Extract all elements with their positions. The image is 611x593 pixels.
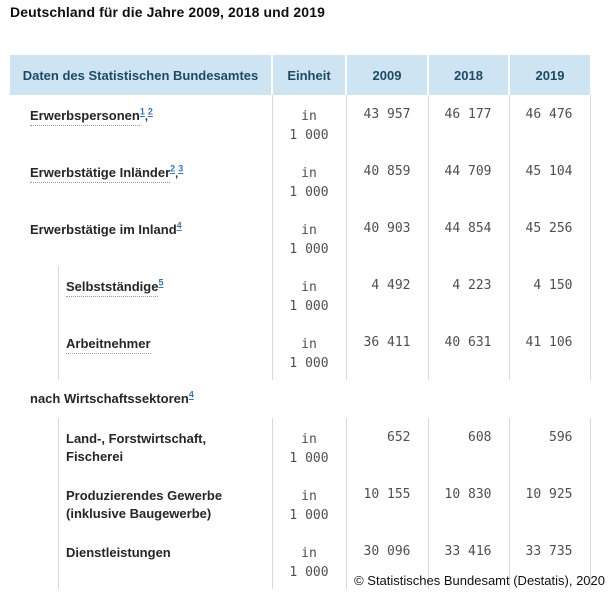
value-cell-2019: 596 bbox=[509, 418, 590, 475]
table-row bbox=[10, 209, 590, 266]
value-cell-2009: 652 bbox=[346, 418, 428, 475]
row-label: nach Wirtschaftssektoren bbox=[30, 391, 189, 406]
row-label: Dienstleistungen bbox=[66, 545, 171, 560]
footnote-separator: , bbox=[175, 168, 179, 180]
value-cell-2018: 40 631 bbox=[428, 323, 509, 380]
unit-cell: in 1 000 bbox=[272, 209, 346, 266]
footnote-link[interactable]: 2 bbox=[170, 163, 176, 174]
footnote-link[interactable]: 2 bbox=[147, 106, 153, 117]
value-cell-2018: 608 bbox=[428, 418, 509, 475]
table-container bbox=[10, 55, 591, 580]
unit-cell: in 1 000 bbox=[272, 95, 346, 152]
label-cell bbox=[10, 532, 272, 589]
table-header-row bbox=[10, 55, 590, 95]
unit-cell: in 1 000 bbox=[272, 323, 346, 380]
label-cell bbox=[10, 266, 272, 323]
section-row bbox=[10, 380, 590, 418]
row-label: Produzierendes Gewerbe bbox=[66, 488, 223, 503]
value-cell-2009: 40 859 bbox=[346, 152, 428, 209]
table-row bbox=[10, 475, 590, 532]
footnote-link[interactable]: 5 bbox=[158, 277, 164, 288]
definition-term[interactable]: Erwerbspersonen bbox=[30, 108, 140, 126]
table-row bbox=[10, 323, 590, 380]
row-label: Land-, Forstwirtschaft, bbox=[66, 431, 207, 446]
value-cell-2019: 41 106 bbox=[509, 323, 590, 380]
definition-term[interactable]: Selbstständige bbox=[66, 279, 158, 297]
column-header-daten: Daten des Statistischen Bundesamtes bbox=[10, 55, 272, 95]
section-header-cell bbox=[10, 380, 590, 418]
unit-cell: in 1 000 bbox=[272, 475, 346, 532]
table-row bbox=[10, 152, 590, 209]
footnote-link[interactable]: 4 bbox=[188, 389, 194, 400]
definition-term[interactable]: Arbeitnehmer bbox=[66, 336, 151, 354]
value-cell-2019: 4 150 bbox=[509, 266, 590, 323]
row-label: Fischerei bbox=[66, 449, 124, 464]
unit-cell: in 1 000 bbox=[272, 266, 346, 323]
row-label: Erwerbstätige im Inland bbox=[30, 222, 177, 237]
row-label: (inklusive Baugewerbe) bbox=[66, 506, 212, 521]
value-cell-2019: 45 104 bbox=[509, 152, 590, 209]
value-cell-2018: 10 830 bbox=[428, 475, 509, 532]
copyright: © Statistisches Bundesamt (Destatis), 2020 bbox=[354, 573, 605, 588]
value-cell-2009: 43 957 bbox=[346, 95, 428, 152]
statistics-table bbox=[10, 55, 591, 589]
label-cell bbox=[10, 152, 272, 209]
page-title: Deutschland für die Jahre 2009, 2018 und 2019 bbox=[10, 4, 325, 20]
table-row bbox=[10, 95, 590, 152]
value-cell-2019: 45 256 bbox=[509, 209, 590, 266]
label-cell bbox=[10, 418, 272, 475]
definition-term[interactable]: Erwerbstätige Inländer bbox=[30, 165, 170, 183]
unit-cell: in 1 000 bbox=[272, 532, 346, 589]
value-cell-2018: 44 709 bbox=[428, 152, 509, 209]
footnote-link[interactable]: 1 bbox=[139, 106, 145, 117]
value-cell-2018: 4 223 bbox=[428, 266, 509, 323]
footnote-separator: , bbox=[144, 111, 148, 123]
label-cell bbox=[10, 323, 272, 380]
value-cell-2019: 10 925 bbox=[509, 475, 590, 532]
value-cell-2019: 33 735 bbox=[509, 532, 590, 589]
value-cell-2018: 46 177 bbox=[428, 95, 509, 152]
value-cell-2009: 40 903 bbox=[346, 209, 428, 266]
unit-cell: in 1 000 bbox=[272, 418, 346, 475]
value-cell-2009: 10 155 bbox=[346, 475, 428, 532]
value-cell-2018: 44 854 bbox=[428, 209, 509, 266]
column-header-2018: 2018 bbox=[428, 55, 509, 95]
value-cell-2018: 33 416 bbox=[428, 532, 509, 589]
table-header bbox=[10, 55, 590, 95]
footnote-link[interactable]: 4 bbox=[176, 220, 182, 231]
column-header-2019: 2019 bbox=[509, 55, 590, 95]
label-cell bbox=[10, 209, 272, 266]
column-header-einheit: Einheit bbox=[272, 55, 346, 95]
value-cell-2009: 4 492 bbox=[346, 266, 428, 323]
table-row bbox=[10, 266, 590, 323]
value-cell-2009: 30 096 bbox=[346, 532, 428, 589]
column-header-2009: 2009 bbox=[346, 55, 428, 95]
unit-cell: in 1 000 bbox=[272, 152, 346, 209]
value-cell-2009: 36 411 bbox=[346, 323, 428, 380]
label-cell bbox=[10, 475, 272, 532]
table-row bbox=[10, 418, 590, 475]
label-cell bbox=[10, 95, 272, 152]
table-body bbox=[10, 95, 590, 589]
footnote-link[interactable]: 3 bbox=[178, 163, 184, 174]
value-cell-2019: 46 476 bbox=[509, 95, 590, 152]
